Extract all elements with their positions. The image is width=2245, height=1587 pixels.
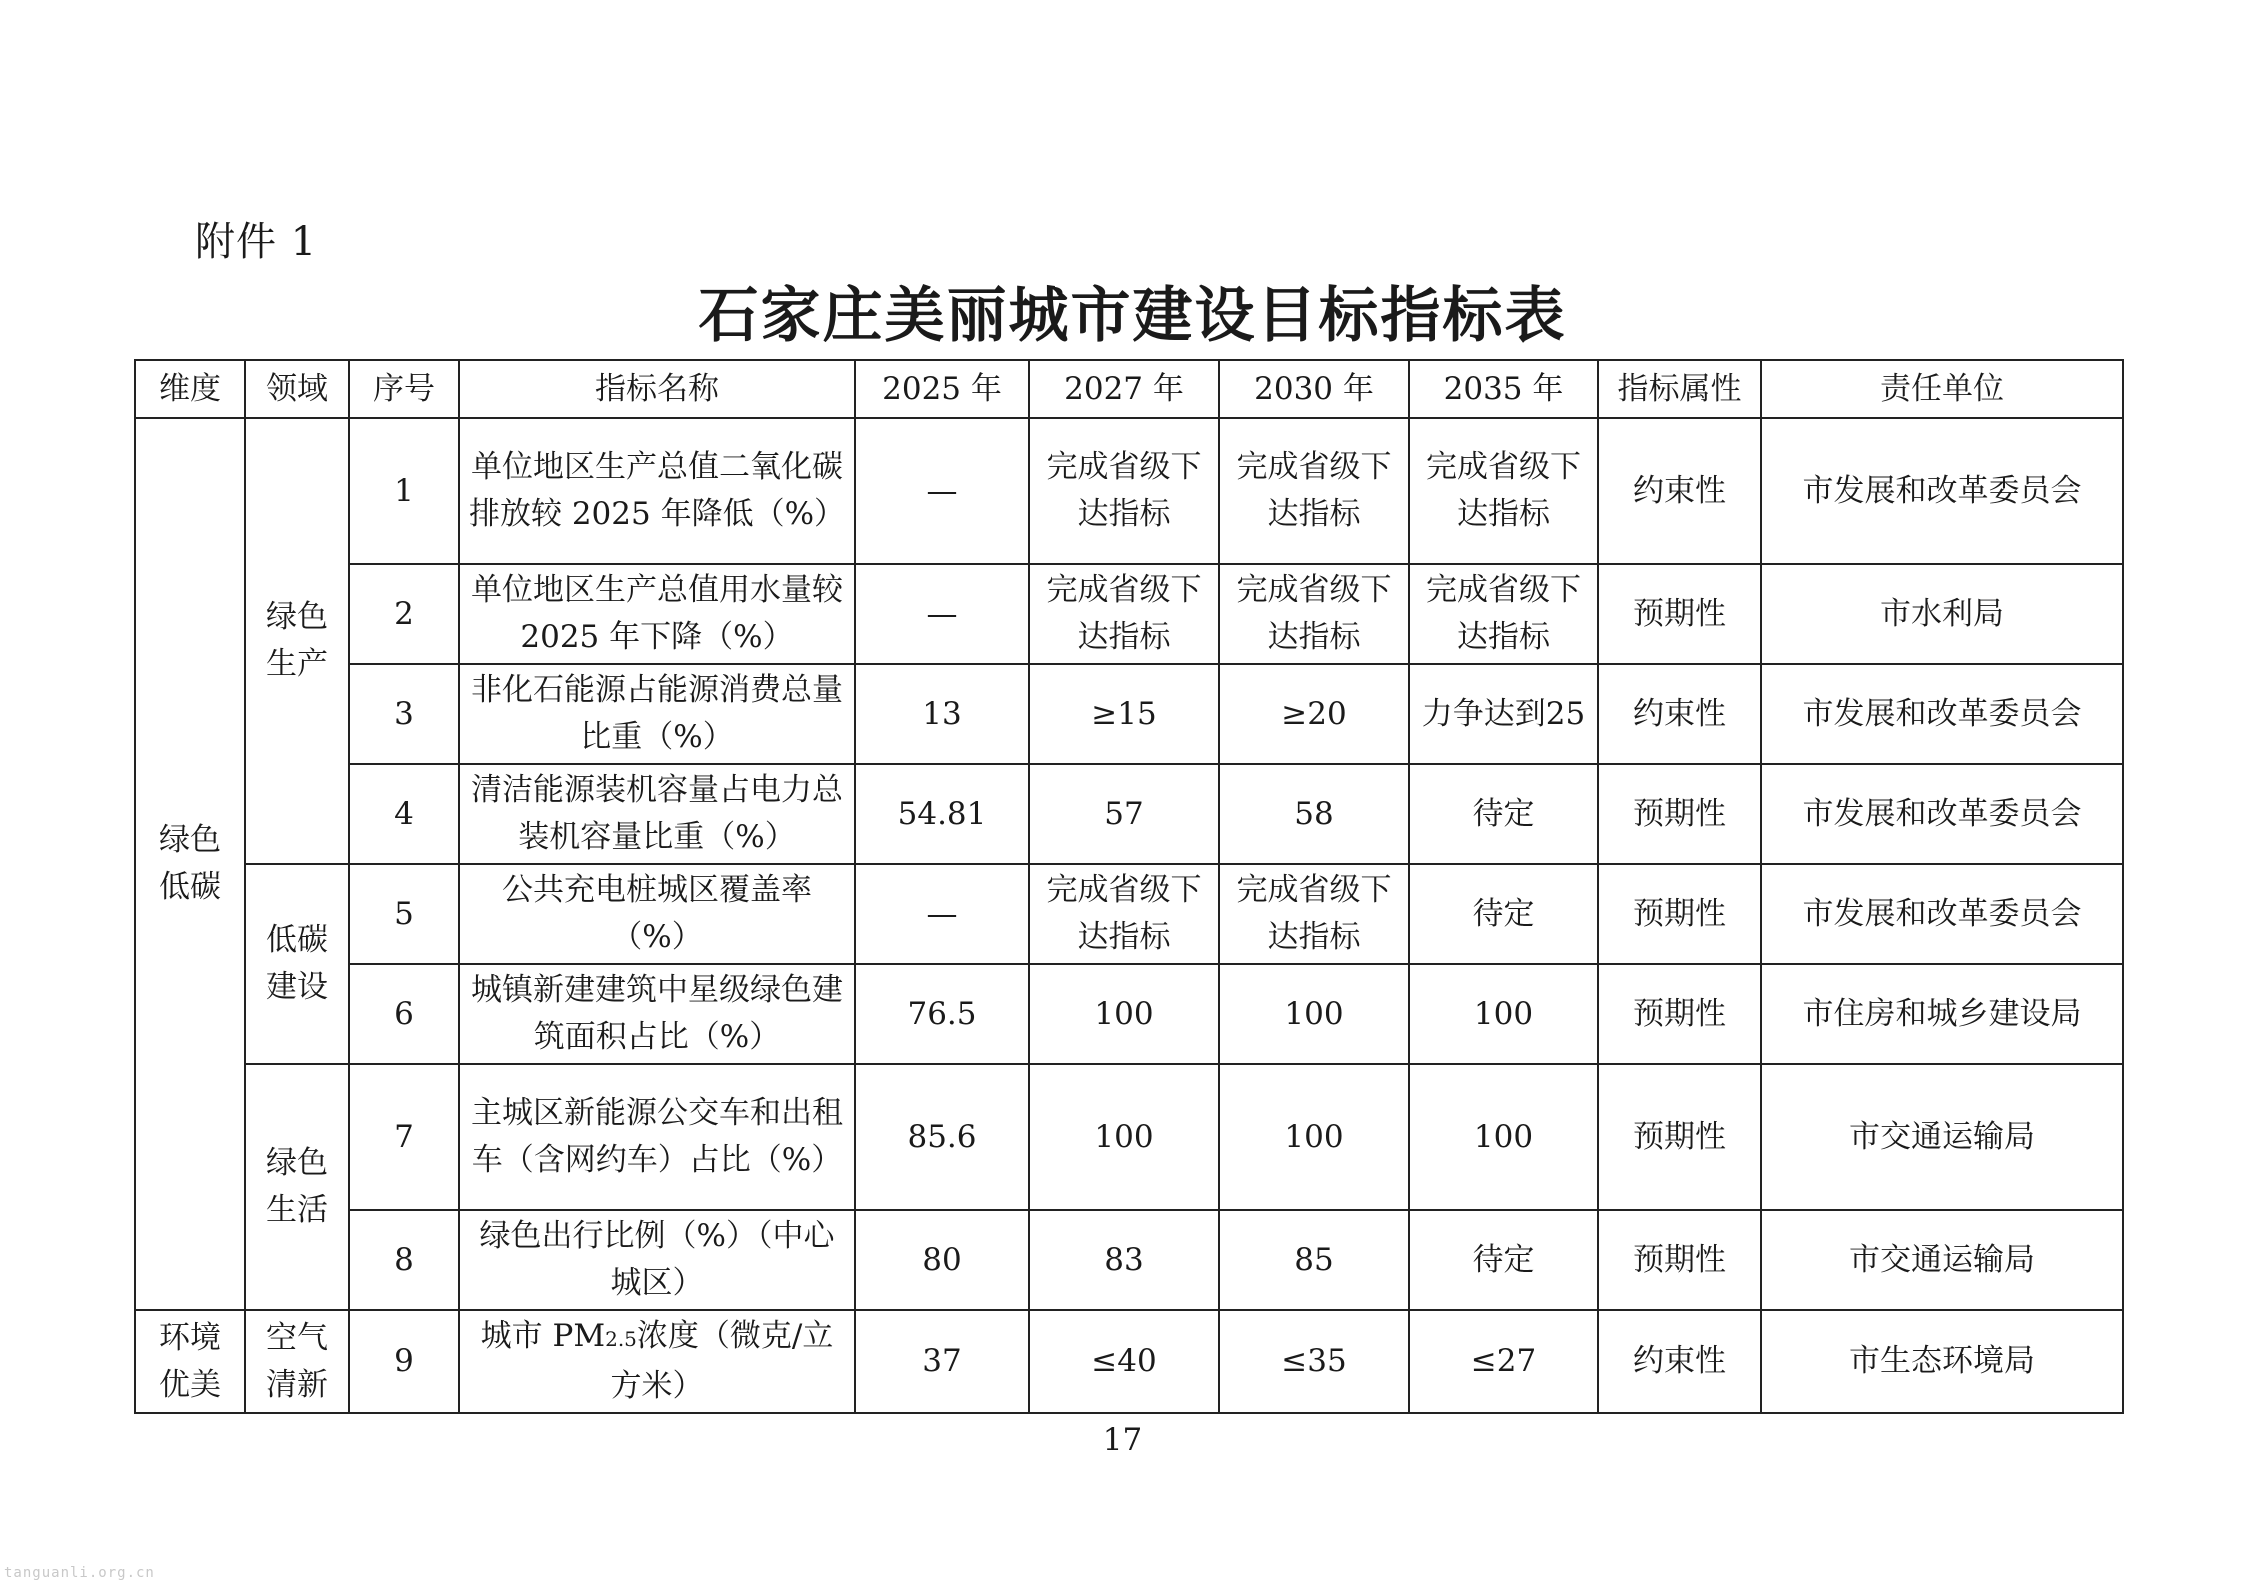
watermark-text: tanguanli.org.cn: [4, 1565, 155, 1581]
header-field: 领域: [245, 360, 349, 418]
cell-2027: 100: [1029, 964, 1219, 1064]
cell-2025: 37: [855, 1310, 1029, 1413]
cell-unit: 市水利局: [1761, 564, 2123, 664]
header-attribute: 指标属性: [1598, 360, 1761, 418]
cell-attribute: 约束性: [1598, 664, 1761, 764]
cell-2025: —: [855, 418, 1029, 564]
cell-2030: 100: [1219, 1064, 1409, 1210]
field-cell: [245, 1310, 349, 1413]
cell-name: 公共充电桩城区覆盖率（%）: [459, 864, 855, 964]
cell-2030: 100: [1219, 964, 1409, 1064]
cell-no: 5: [349, 864, 459, 964]
cell-2025: 76.5: [855, 964, 1029, 1064]
cell-2030: 85: [1219, 1210, 1409, 1310]
cell-name: 非化石能源占能源消费总量比重（%）: [459, 664, 855, 764]
cell-2035: 待定: [1409, 1210, 1598, 1310]
table-row: [135, 1310, 2123, 1413]
cell-no: 2: [349, 564, 459, 664]
cell-2035: 完成省级下达指标: [1409, 418, 1598, 564]
dimension-label: 绿色低碳: [159, 822, 221, 905]
cell-no: 7: [349, 1064, 459, 1210]
cell-no: 1: [349, 418, 459, 564]
cell-attribute: 预期性: [1598, 1064, 1761, 1210]
cell-attribute: 预期性: [1598, 964, 1761, 1064]
cell-name: [459, 1310, 855, 1413]
cell-name: 清洁能源装机容量占电力总装机容量比重（%）: [459, 764, 855, 864]
cell-2035: 完成省级下达指标: [1409, 564, 1598, 664]
field-label: 空气清新: [266, 1319, 328, 1403]
table-row: [135, 864, 2123, 964]
header-2025: 2025 年: [855, 360, 1029, 418]
cell-2027: ≤40: [1029, 1310, 1219, 1413]
cell-2030: 完成省级下达指标: [1219, 864, 1409, 964]
cell-2025: 85.6: [855, 1064, 1029, 1210]
table-row: [135, 764, 2123, 864]
page-title: 石家庄美丽城市建设目标指标表: [698, 281, 1567, 351]
cell-2025: —: [855, 864, 1029, 964]
cell-2035: 待定: [1409, 864, 1598, 964]
cell-2035: 力争达到25: [1409, 664, 1598, 764]
cell-name-suffix: 浓度（微克/立方米）: [610, 1318, 834, 1404]
cell-unit: 市住房和城乡建设局: [1761, 964, 2123, 1064]
table-row: [135, 664, 2123, 764]
field-cell: [245, 418, 349, 864]
cell-2035: 100: [1409, 964, 1598, 1064]
header-unit: 责任单位: [1761, 360, 2123, 418]
dimension-label: 环境优美: [159, 1319, 221, 1403]
cell-2025: —: [855, 564, 1029, 664]
dimension-cell: [135, 1310, 245, 1413]
table-row: [135, 564, 2123, 664]
cell-attribute: 预期性: [1598, 764, 1761, 864]
cell-2025: 13: [855, 664, 1029, 764]
cell-2035: 100: [1409, 1064, 1598, 1210]
cell-name: 单位地区生产总值二氧化碳排放较 2025 年降低（%）: [459, 418, 855, 564]
cell-name: 城镇新建建筑中星级绿色建筑面积占比（%）: [459, 964, 855, 1064]
cell-no: 3: [349, 664, 459, 764]
cell-unit: 市发展和改革委员会: [1761, 664, 2123, 764]
header-name: 指标名称: [459, 360, 855, 418]
cell-name: 主城区新能源公交车和出租车（含网约车）占比（%）: [459, 1064, 855, 1210]
cell-2027: 完成省级下达指标: [1029, 864, 1219, 964]
page-number: 17: [1102, 1422, 1143, 1458]
cell-2030: ≥20: [1219, 664, 1409, 764]
field-cell: [245, 1064, 349, 1310]
cell-2035: 待定: [1409, 764, 1598, 864]
cell-unit: 市发展和改革委员会: [1761, 418, 2123, 564]
field-label: 低碳建设: [266, 922, 328, 1005]
header-dimension: 维度: [135, 360, 245, 418]
table-row: [135, 964, 2123, 1064]
cell-no: 9: [349, 1310, 459, 1413]
dimension-cell: [135, 418, 245, 1310]
cell-attribute: 约束性: [1598, 418, 1761, 564]
cell-2027: 100: [1029, 1064, 1219, 1210]
header-no: 序号: [349, 360, 459, 418]
cell-name: 绿色出行比例（%）（中心城区）: [459, 1210, 855, 1310]
indicator-table: [134, 359, 2124, 1414]
field-label: 绿色生产: [266, 599, 328, 682]
table-row: [135, 1210, 2123, 1310]
cell-2027: 57: [1029, 764, 1219, 864]
header-2027: 2027 年: [1029, 360, 1219, 418]
table-header-row: [135, 360, 2123, 418]
cell-2025: 80: [855, 1210, 1029, 1310]
cell-no: 6: [349, 964, 459, 1064]
cell-name: 单位地区生产总值用水量较 2025 年下降（%）: [459, 564, 855, 664]
cell-2027: 完成省级下达指标: [1029, 564, 1219, 664]
cell-attribute: 预期性: [1598, 564, 1761, 664]
header-2030: 2030 年: [1219, 360, 1409, 418]
cell-unit: 市交通运输局: [1761, 1064, 2123, 1210]
cell-2025: 54.81: [855, 764, 1029, 864]
cell-2027: ≥15: [1029, 664, 1219, 764]
cell-unit: 市发展和改革委员会: [1761, 764, 2123, 864]
cell-2030: 完成省级下达指标: [1219, 418, 1409, 564]
cell-2027: 完成省级下达指标: [1029, 418, 1219, 564]
cell-2035: ≤27: [1409, 1310, 1598, 1413]
field-label: 绿色生活: [266, 1145, 328, 1228]
cell-no: 4: [349, 764, 459, 864]
cell-2027: 83: [1029, 1210, 1219, 1310]
cell-name-subscript: 2.5: [605, 1327, 637, 1351]
cell-2030: 完成省级下达指标: [1219, 564, 1409, 664]
table-row: [135, 418, 2123, 564]
cell-name-prefix: 城市 PM: [480, 1318, 606, 1354]
cell-unit: 市发展和改革委员会: [1761, 864, 2123, 964]
table-row: [135, 1064, 2123, 1210]
attachment-label: 附件 1: [195, 219, 318, 265]
field-cell: [245, 864, 349, 1064]
cell-attribute: 约束性: [1598, 1310, 1761, 1413]
cell-unit: 市交通运输局: [1761, 1210, 2123, 1310]
cell-attribute: 预期性: [1598, 1210, 1761, 1310]
cell-2030: ≤35: [1219, 1310, 1409, 1413]
cell-2030: 58: [1219, 764, 1409, 864]
cell-attribute: 预期性: [1598, 864, 1761, 964]
cell-unit: 市生态环境局: [1761, 1310, 2123, 1413]
cell-no: 8: [349, 1210, 459, 1310]
header-2035: 2035 年: [1409, 360, 1598, 418]
